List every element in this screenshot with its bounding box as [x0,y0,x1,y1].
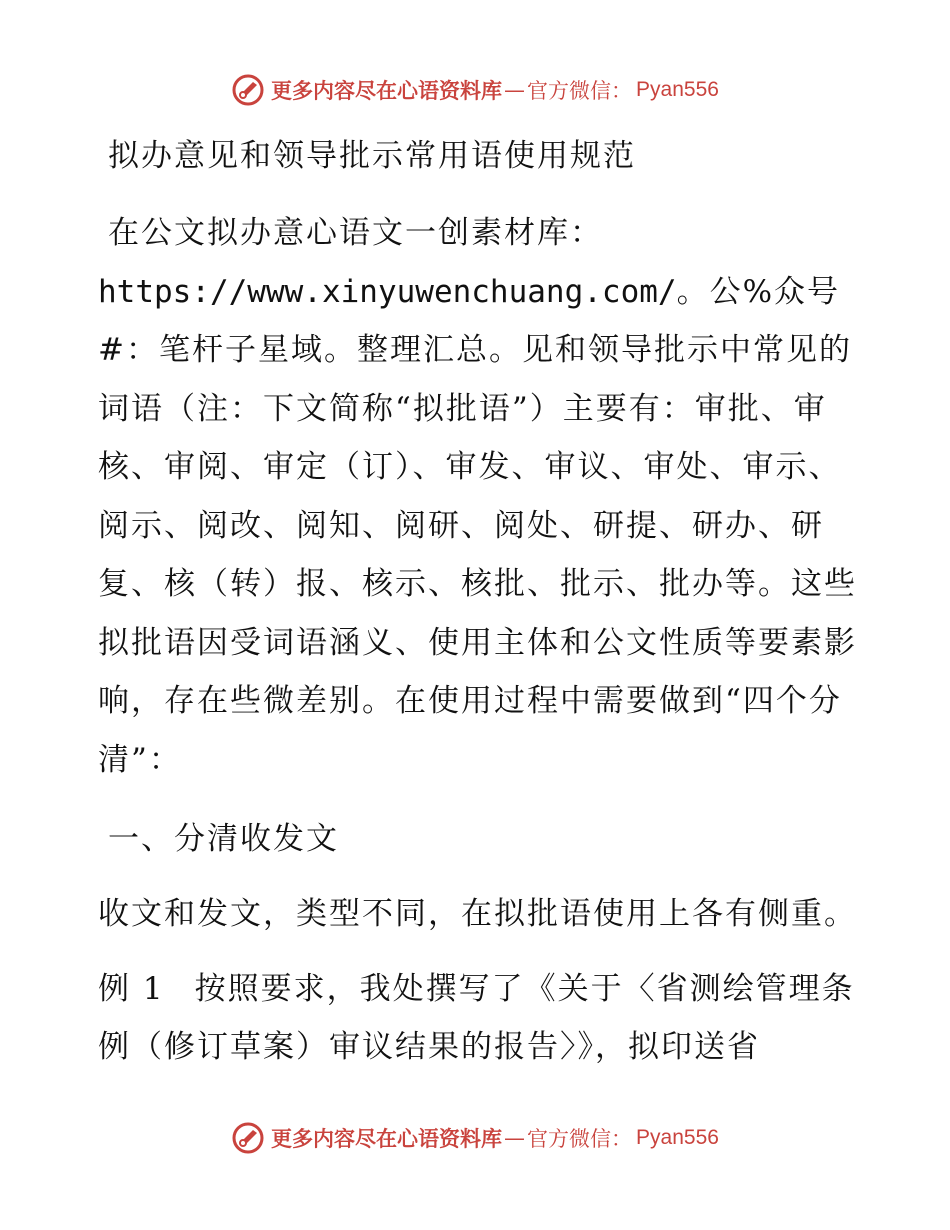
watermark-banner-top [0,70,950,110]
watermark-handle: Pyan556 [636,78,719,101]
intro-paragraph [98,204,858,789]
watermark-dash: — [504,1126,526,1150]
intro-rest: 。公%众号#：笔杆子星域。整理汇总。见和领导批示中常见的词语（注：下文简称“拟批语”）主要有：审批、审核、审阅、审定（订）、审发、审议、审处、审示、阅示、阅改、阅知、阅研、阅处、研提、研办、研复、核（转）报、核示、核批、批示、批办等。这些拟批语因受词语涵义、使用主体和公文性质等要素影响，存在些微差别。在使用过程中需要做到“四个分清”： [98,273,857,778]
page-title: 拟办意见和领导批示常用语使用规范 [108,138,636,174]
watermark-banner-bottom [0,1118,950,1158]
watermark-label: 官方微信： [527,79,633,103]
section1-paragraph [98,885,858,944]
example1-text: 按照要求，我处撰写了《关于〈省测绘管理条例（修订草案）审议结果的报告〉》，拟印送省 [98,970,855,1065]
section1-text: 收文和发文，类型不同，在拟批语使用上各有侧重。 [98,896,857,932]
intro-url: https://www.xinyuwenchuang.com/ [98,273,677,310]
document-body [98,116,858,1077]
example1-paragraph [98,960,858,1077]
watermark-brand: 更多内容尽在心语资料库 [271,1127,503,1151]
brand-logo-icon [231,73,265,107]
intro-prefix: 在公文拟办意心语文一创素材库： [108,215,603,251]
brand-logo-icon [231,1121,265,1155]
example1-label: 例 1 [98,970,165,1007]
watermark-brand: 更多内容尽在心语资料库 [271,79,503,103]
watermark-dash: — [504,78,526,102]
watermark-label: 官方微信： [527,1127,633,1151]
watermark-handle: Pyan556 [636,1126,719,1149]
section1-heading: 一、分清收发文 [108,821,339,857]
